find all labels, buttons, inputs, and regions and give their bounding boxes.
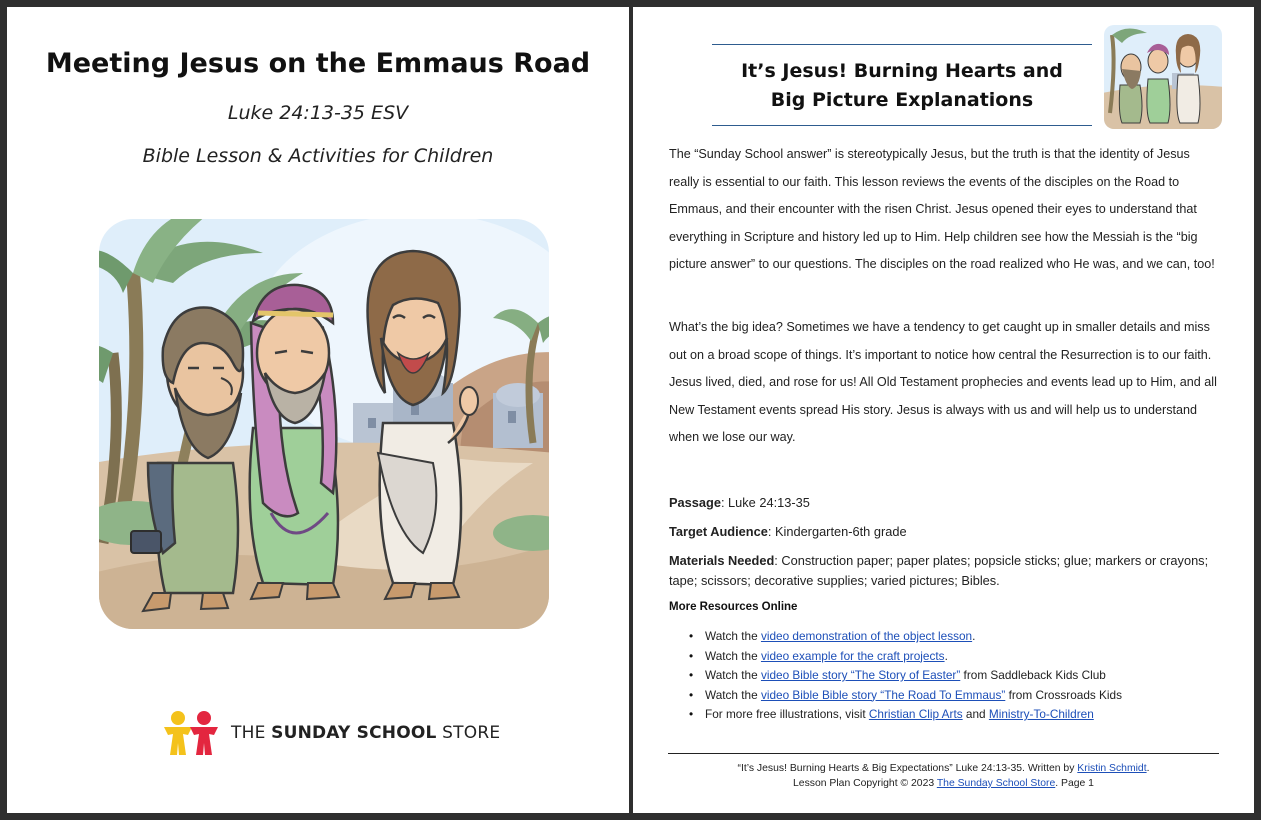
big-idea-paragraph: What’s the big idea? Sometimes we have a tendency to get caught up in smaller details and miss out on a broad scope of things. It’s important to notice how central the Resurrection is to our faith. Jesus lived, died, and rose for us! All Old Testament prophecies and events lead up to Him, and all New Testament events spread His story. Jesus is always with us and will help us to understand when we lose our way. bbox=[669, 320, 1217, 445]
two-children-logo-icon bbox=[161, 709, 225, 757]
craft-video-link[interactable]: video example for the craft projects bbox=[760, 648, 945, 663]
resource-text: from Saddleback Kids Club bbox=[960, 668, 1106, 682]
materials-line bbox=[669, 551, 1221, 591]
footer-line-1 bbox=[668, 763, 1219, 774]
resource-item bbox=[689, 686, 1229, 706]
store-name bbox=[231, 723, 500, 743]
heading-rule-bottom bbox=[712, 125, 1092, 126]
footer-line-2 bbox=[668, 778, 1219, 789]
materials-value: : Construction paper; paper plates; popsicle sticks; glue; markers or crayons; tape; scissors; decorative supplies; varied pictures; Bibles. bbox=[669, 553, 1209, 588]
resource-list bbox=[689, 627, 1229, 725]
emmaus-cover-illustration bbox=[93, 213, 555, 635]
resource-text: Watch the bbox=[705, 668, 761, 682]
lesson-plan-page bbox=[633, 7, 1254, 813]
cover-scripture-reference: Luke 24:13-35 ESV bbox=[227, 102, 409, 124]
passage-value: : Luke 24:13-35 bbox=[720, 495, 810, 510]
object-lesson-video-link[interactable]: video demonstration of the object lesson bbox=[760, 629, 973, 643]
resource-text: Watch the bbox=[705, 687, 761, 702]
cover-title: Meeting Jesus on the Emmaus Road bbox=[45, 48, 591, 79]
lesson-heading-line2: Big Picture Explanations bbox=[770, 89, 1034, 111]
resource-text: from Crossroads Kids bbox=[1005, 687, 1123, 702]
road-to-emmaus-video-link[interactable]: video Bible Bible story “The Road To Emmaus” bbox=[760, 687, 1006, 702]
emmaus-thumbnail-illustration bbox=[1102, 23, 1224, 131]
audience-value: : Kindergarten-6th grade bbox=[767, 524, 907, 539]
resource-item bbox=[689, 627, 1229, 647]
resource-text: Watch the bbox=[705, 648, 761, 663]
heading-rule-top bbox=[712, 44, 1092, 45]
resource-text: Watch the bbox=[705, 629, 761, 643]
footer-rule bbox=[668, 753, 1219, 754]
footer-page-number: . Page 1 bbox=[1055, 778, 1094, 789]
story-of-easter-video-link[interactable]: video Bible story “The Story of Easter” bbox=[760, 668, 961, 682]
store-link[interactable]: The Sunday School Store bbox=[936, 778, 1056, 789]
intro-paragraph: The “Sunday School answer” is stereotypically Jesus, but the truth is that the identity of Jesus really is essential to our faith. This lesson reviews the events of the disciples on the Road to Emmaus, and their encounter with the risen Christ. Jesus opened their eyes to understand that everything in Scripture and history led up to Him. Help children see how the Messiah is the “big picture answer” to our questions. The disciples on the road realized who He was, and we can, too! bbox=[669, 147, 1215, 272]
resource-text: For more free illustrations, visit bbox=[705, 707, 869, 721]
resource-item bbox=[689, 705, 1229, 725]
resource-text: . bbox=[972, 629, 976, 643]
passage-line bbox=[669, 493, 1221, 513]
christian-clip-arts-link[interactable]: Christian Clip Arts bbox=[868, 707, 963, 721]
store-name-suffix: STORE bbox=[442, 723, 501, 743]
footer-citation: “It’s Jesus! Burning Hearts & Big Expectations” Luke 24:13-35. Written by bbox=[737, 763, 1078, 774]
sunday-school-store-logo bbox=[161, 709, 501, 757]
lesson-heading-line1: It’s Jesus! Burning Hearts and bbox=[741, 60, 1063, 82]
store-name-bold: SUNDAY SCHOOL bbox=[271, 723, 437, 743]
footer-text: . bbox=[1146, 763, 1150, 774]
more-resources-heading: More Resources Online bbox=[669, 601, 798, 613]
passage-label: Passage bbox=[669, 495, 721, 510]
resource-item bbox=[689, 666, 1229, 686]
resource-text: and bbox=[962, 707, 989, 721]
audience-line bbox=[669, 522, 1221, 542]
resource-item bbox=[689, 647, 1229, 667]
ministry-to-children-link[interactable]: Ministry-To-Children bbox=[988, 707, 1094, 721]
store-name-prefix: THE bbox=[231, 723, 266, 743]
audience-label: Target Audience bbox=[669, 524, 768, 539]
materials-label: Materials Needed bbox=[669, 553, 775, 568]
footer-copyright: Lesson Plan Copyright © 2023 bbox=[793, 778, 937, 789]
cover-tagline: Bible Lesson & Activities for Children bbox=[142, 145, 494, 167]
resource-text: . bbox=[944, 648, 948, 663]
author-link[interactable]: Kristin Schmidt bbox=[1077, 763, 1147, 774]
cover-page bbox=[7, 7, 629, 813]
